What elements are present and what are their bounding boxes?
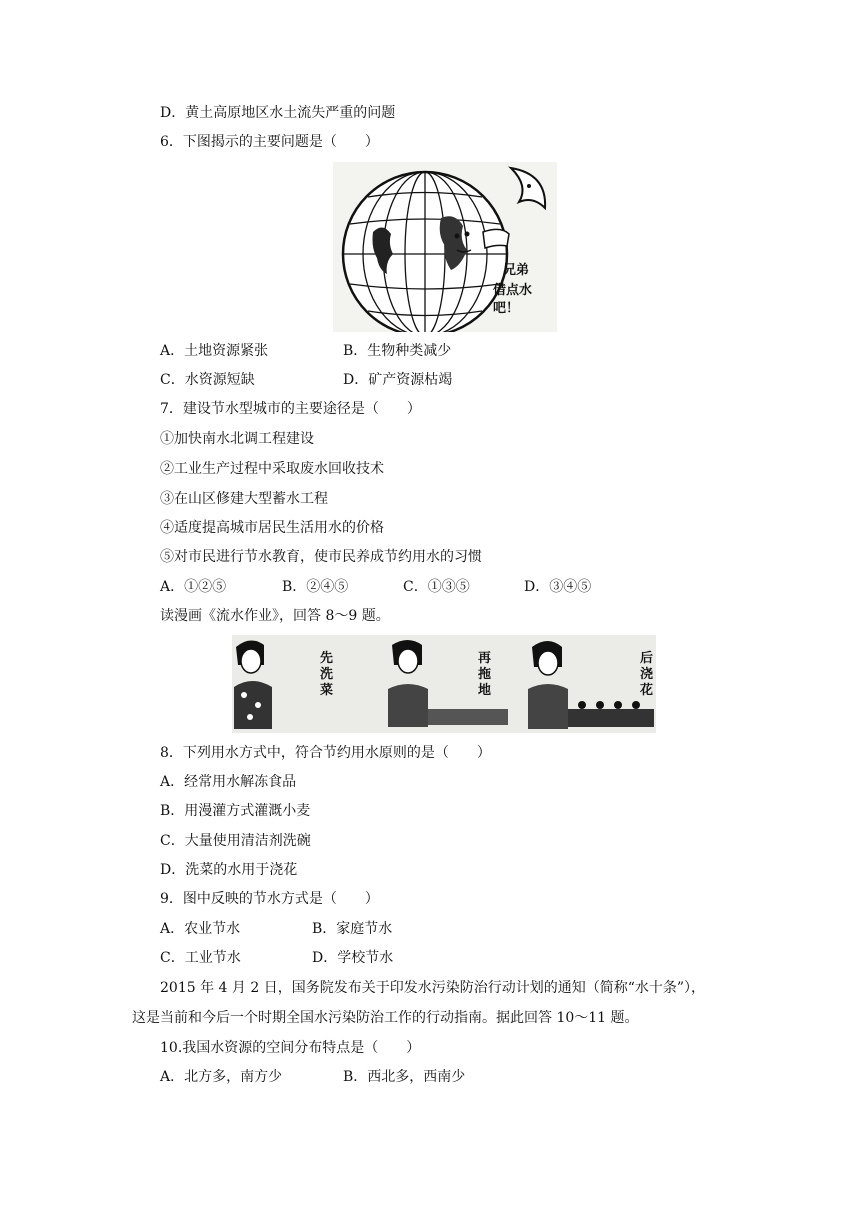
q8-option-b: B．用漫灌方式灌溉小麦 — [160, 803, 311, 819]
comic-strip — [232, 635, 656, 733]
comic-caption-1: 先洗菜 — [320, 651, 334, 698]
q7-option-a: A．①②⑤ — [160, 579, 227, 595]
comic-drawing — [232, 635, 656, 733]
q9-option-b: B．家庭节水 — [312, 921, 393, 937]
q7-statement-3: ③在山区修建大型蓄水工程 — [160, 491, 328, 507]
globe-caption-1: 兄弟 — [503, 263, 530, 278]
q7-statement-2: ②工业生产过程中采取废水回收技术 — [160, 461, 384, 477]
q5-option-d: D．黄土高原地区水土流失严重的问题 — [160, 105, 396, 121]
read-instruction-8-9: 读漫画《流水作业》，回答 8～9 题。 — [160, 608, 390, 624]
q6-stem: 6．下图揭示的主要问题是（ ） — [160, 134, 379, 150]
q9-option-c: C．工业节水 — [160, 950, 241, 966]
globe-caption-2: 借点水吧！ — [493, 283, 533, 316]
q8-option-c: C．大量使用清洁剂洗碗 — [160, 833, 311, 849]
q8-stem: 8．下列用水方式中，符合节约用水原则的是（ ） — [160, 745, 491, 761]
q9-stem: 9．图中反映的节水方式是（ ） — [160, 891, 379, 907]
q7-stem: 7．建设节水型城市的主要途径是（ ） — [160, 401, 421, 417]
passage-line-2: 这是当前和今后一个时期全国水污染防治工作的行动指南。据此回答 10～11 题。 — [132, 1010, 639, 1026]
comic-caption-3: 后浇花 — [640, 651, 654, 698]
comic-caption-2: 再拖地 — [478, 651, 492, 698]
q10-option-a: A．北方多，南方少 — [160, 1069, 283, 1085]
q8-option-d: D．洗菜的水用于浇花 — [160, 862, 298, 878]
q7-statement-1: ①加快南水北调工程建设 — [160, 431, 314, 447]
q6-option-b: B．生物种类减少 — [343, 343, 452, 359]
q7-statement-4: ④适度提高城市居民生活用水的价格 — [160, 520, 384, 536]
q7-option-d: D．③④⑤ — [524, 579, 592, 595]
q6-option-a: A．土地资源紧张 — [160, 343, 269, 359]
q6-option-c: C．水资源短缺 — [160, 372, 255, 388]
q10-stem: 10.我国水资源的空间分布特点是（ ） — [160, 1040, 421, 1056]
q6-option-d: D．矿产资源枯竭 — [343, 372, 453, 388]
q9-option-d: D．学校节水 — [312, 950, 394, 966]
q9-option-a: A．农业节水 — [160, 921, 241, 937]
q7-option-b: B．②④⑤ — [282, 579, 349, 595]
passage-line-1: 2015 年 4 月 2 日，国务院发布关于印发水污染防治行动计划的通知（简称“水十条”）， — [160, 980, 706, 996]
globe-cartoon — [333, 162, 557, 332]
q7-option-c: C．①③⑤ — [403, 579, 470, 595]
q7-statement-5: ⑤对市民进行节水教育，使市民养成节约用水的习惯 — [160, 549, 482, 565]
q8-option-a: A．经常用水解冻食品 — [160, 774, 297, 790]
q10-option-b: B．西北多，西南少 — [343, 1069, 466, 1085]
